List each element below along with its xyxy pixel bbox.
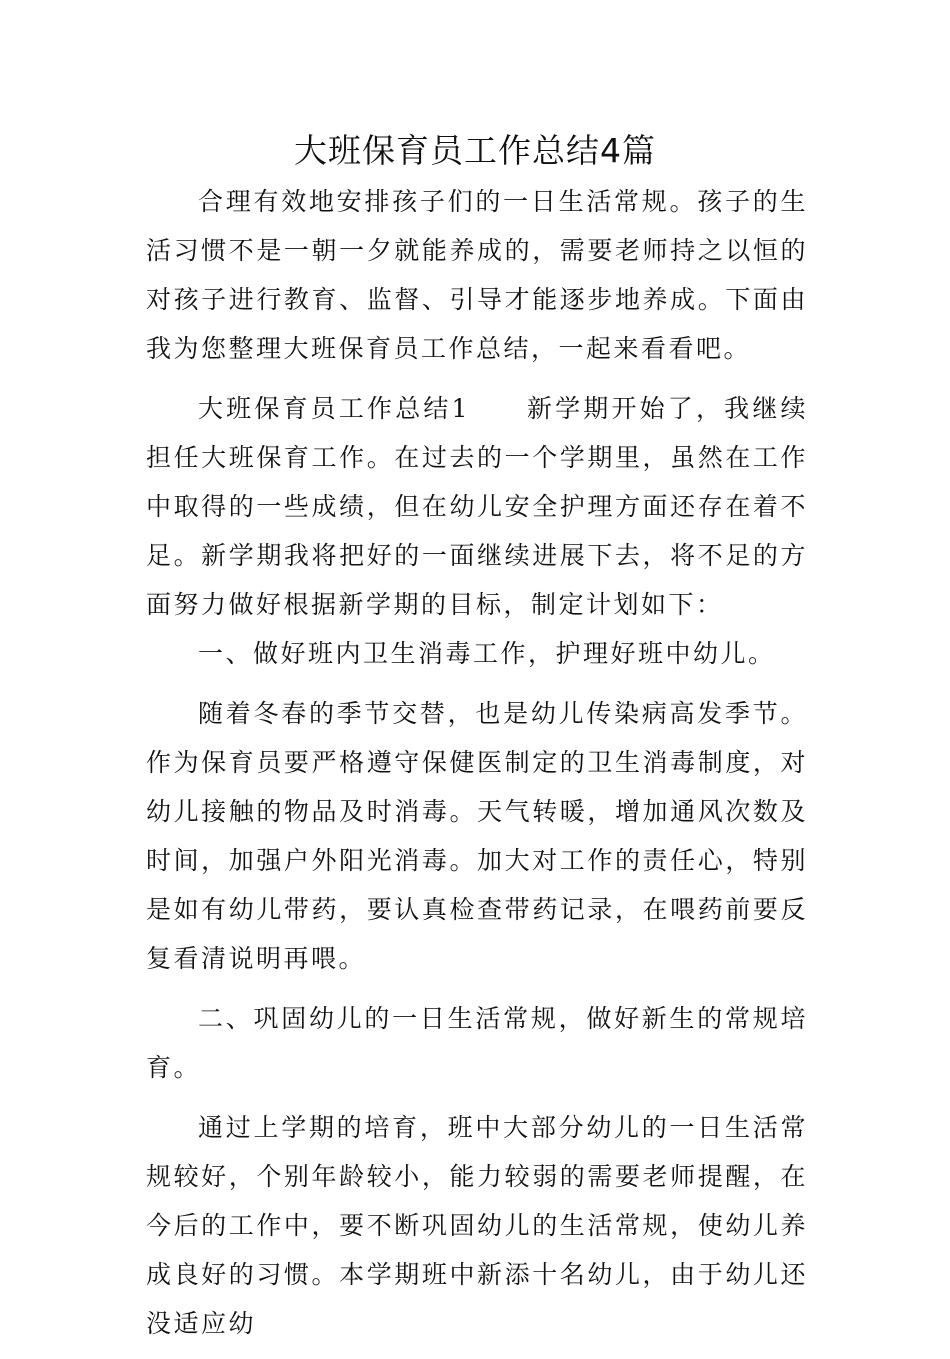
document-body: [146, 177, 808, 1359]
document-title: 大班保育员工作总结4篇: [294, 131, 656, 170]
paragraph-summary-1: 大班保育员工作总结1 新学期开始了，我继续担任大班保育工作。在过去的一个学期里，虽然在工作中取得的一些成绩，但在幼儿安全护理方面还存在着不足。新学期我将把好的一面继续进展下去，将不足的方面努力做好根据新学期的目标，制定计划如下：: [146, 394, 808, 619]
paragraph-intro: 合理有效地安排孩子们的一日生活常规。孩子的生活习惯不是一朝一夕就能养成的，需要老师持之以恒的对孩子进行教育、监督、引导才能逐步地养成。下面由我为您整理大班保育员工作总结，一起来看看吧。: [146, 187, 808, 363]
paragraph-routine: 通过上学期的培育，班中大部分幼儿的一日生活常规较好，个别年龄较小，能力较弱的需要老师提醒，在今后的工作中，要不断巩固幼儿的生活常规，使幼儿养成良好的习惯。本学期班中新添十名幼儿，由于幼儿还没适应幼: [146, 1113, 808, 1338]
section-heading-1: 一、做好班内卫生消毒工作，护理好班中幼儿。: [198, 639, 776, 668]
paragraph-hygiene: 随着冬春的季节交替，也是幼儿传染病高发季节。作为保育员要严格遵守保健医制定的卫生消毒制度，对幼儿接触的物品及时消毒。天气转暖，增加通风次数及时间，加强户外阳光消毒。加大对工作的责任心，特别是如有幼儿带药，要认真检查带药记录，在喂药前要反复看清说明再喂。: [146, 699, 808, 973]
section-heading-2: 二、巩固幼儿的一日生活常规，做好新生的常规培育。: [146, 1004, 808, 1082]
